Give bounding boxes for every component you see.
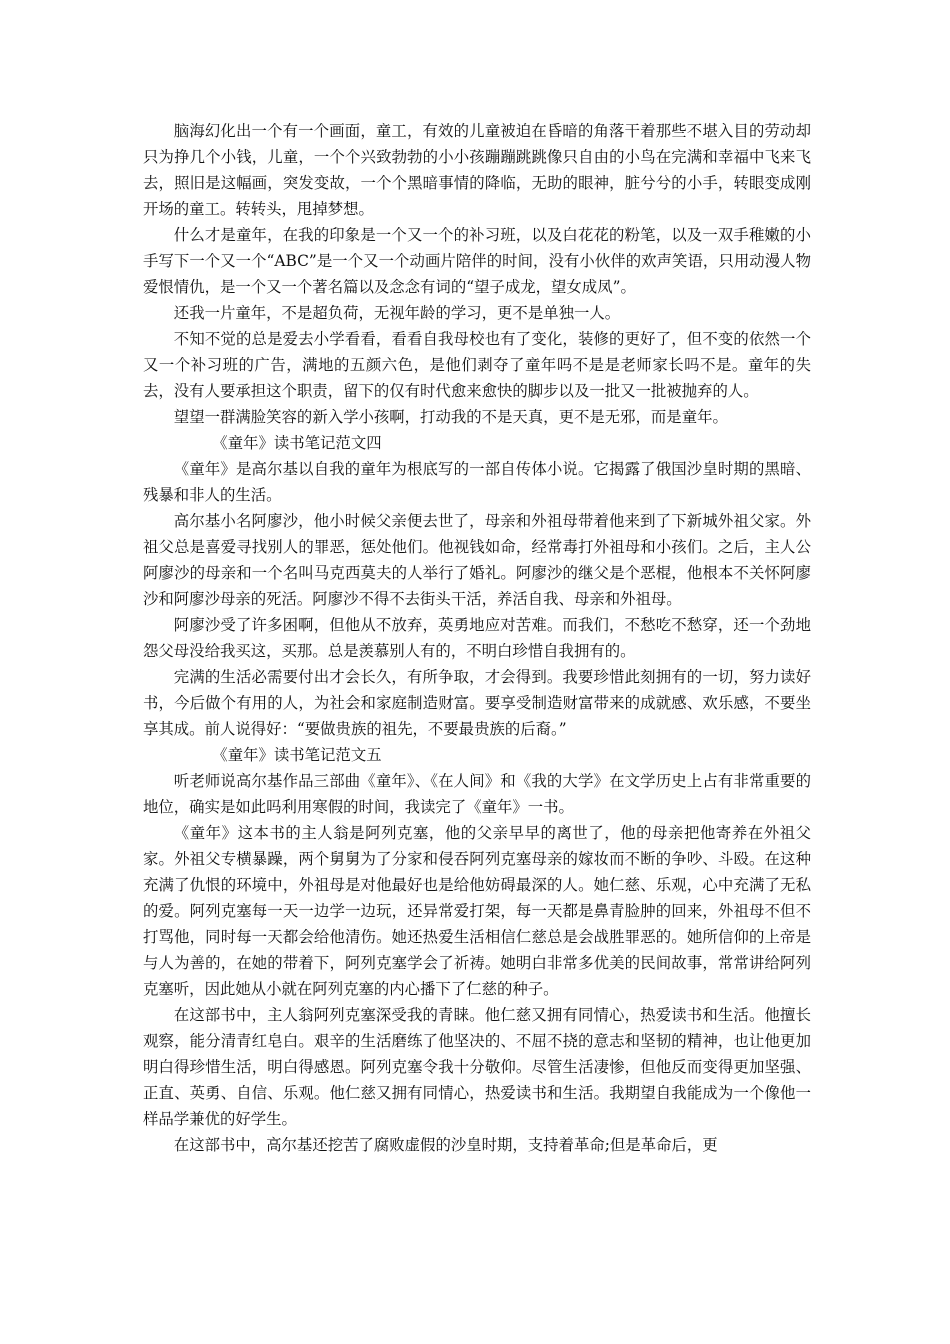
paragraph: 听老师说高尔基作品三部曲《童年》、《在人间》和《我的大学》在文学历史上占有非常重要的地位，确实是如此吗利用寒假的时间，我读完了《童年》一书。 — [143, 772, 811, 816]
paragraph: 脑海幻化出一个有一个画面，童工，有效的儿童被迫在昏暗的角落干着那些不堪入目的劳动却只为挣几个小钱，儿童，一个个兴致勃勃的小小孩蹦蹦跳跳像只自由的小鸟在完满和幸福中飞来飞去，照旧是这幅画，突发变故，一个个黑暗事情的降临，无助的眼神，脏兮兮的小手，转眼变成刚开场的童工。转转头，甩掉梦想。 — [143, 122, 811, 218]
paragraph: 不知不觉的总是爱去小学看看，看看自我母校也有了变化，装修的更好了，但不变的依然一个又一个补习班的广告，满地的五颜六色，是他们剥夺了童年吗不是是老师家长吗不是。童年的失去，没有人要承担这个职责，留下的仅有时代愈来愈快的脚步以及一批又一批被抛弃的人。 — [143, 330, 811, 400]
paragraph: 在这部书中，主人翁阿列克塞深受我的青睐。他仁慈又拥有同情心，热爱读书和生活。他擅长观察，能分清青红皂白。艰辛的生活磨练了他坚决的、不屈不挠的意志和坚韧的精神，也让他更加明白得珍惜生活，明白得感恩。阿列克塞令我十分敬仰。尽管生活凄惨，但他反而变得更加坚强、正直、英勇、自信、乐观。他仁慈又拥有同情心，热爱读书和生活。我期望自我能成为一个像他一样品学兼优的好学生。 — [143, 1006, 811, 1128]
paragraph: 在这部书中，高尔基还挖苦了腐败虚假的沙皇时期，支持着革命;但是革命后，更 — [173, 1136, 718, 1154]
paragraph: 《童年》这本书的主人翁是阿列克塞，他的父亲早早的离世了，他的母亲把他寄养在外祖父家。外祖父专横暴躁，两个舅舅为了分家和侵吞阿列克塞母亲的嫁妆而不断的争吵、斗殴。在这种充满了仇恨的环境中，外祖母是对他最好也是给他妨碍最深的人。她仁慈、乐观，心中充满了无私的爱。阿列克塞每一天一边学一边玩，还异常爱打架，每一天都是鼻青脸肿的回来，外祖母不但不打骂他，同时每一天都会给他清伤。她还热爱生活相信仁慈总是会战胜罪恶的。她所信仰的上帝是与人为善的，在她的带着下，阿列克塞学会了祈祷。她明白非常多优美的民间故事，常常讲给阿列克塞听，因此她从小就在阿列克塞的内心播下了仁慈的种子。 — [143, 824, 811, 998]
section-heading: 《童年》读书笔记范文四 — [212, 434, 382, 452]
section-heading: 《童年》读书笔记范文五 — [212, 746, 382, 764]
paragraph: 完满的生活必需要付出才会长久，有所争取，才会得到。我要珍惜此刻拥有的一切，努力读好书，今后做个有用的人，为社会和家庭制造财富。要享受制造财富带来的成就感、欢乐感，不要坐享其成。前人说得好：“要做贵族的祖先，不要最贵族的后裔。” — [143, 668, 811, 738]
paragraph: 还我一片童年，不是超负荷，无视年龄的学习，更不是单独一人。 — [173, 304, 621, 322]
paragraph: 什么才是童年，在我的印象是一个又一个的补习班，以及白花花的粉笔，以及一双手稚嫩的小手写下一个又一个“ABC”是一个又一个动画片陪伴的时间，没有小伙伴的欢声笑语，只用动漫人物爱恨情仇，是一个又一个著名篇以及念念有词的“望子成龙，望女成凤”。 — [143, 226, 811, 296]
paragraph: 《童年》是高尔基以自我的童年为根底写的一部自传体小说。它揭露了俄国沙皇时期的黑暗、残暴和非人的生活。 — [143, 460, 811, 504]
paragraph: 阿廖沙受了许多困啊，但他从不放弃，英勇地应对苦难。而我们，不愁吃不愁穿，还一个劲地怨父母没给我买这，买那。总是羡慕别人有的，不明白珍惜自我拥有的。 — [143, 616, 811, 660]
paragraph: 高尔基小名阿廖沙，他小时候父亲便去世了，母亲和外祖母带着他来到了下新城外祖父家。外祖父总是喜爱寻找别人的罪恶，惩处他们。他视钱如命，经常毒打外祖母和小孩们。之后，主人公阿廖沙的母亲和一个名叫马克西莫夫的人举行了婚礼。阿廖沙的继父是个恶棍，他根本不关怀阿廖沙和阿廖沙母亲的死活。阿廖沙不得不去街头干活，养活自我、母亲和外祖母。 — [143, 512, 811, 608]
document-body — [143, 118, 811, 1158]
paragraph: 望望一群满脸笑容的新入学小孩啊，打动我的不是天真，更不是无邪，而是童年。 — [173, 408, 728, 426]
